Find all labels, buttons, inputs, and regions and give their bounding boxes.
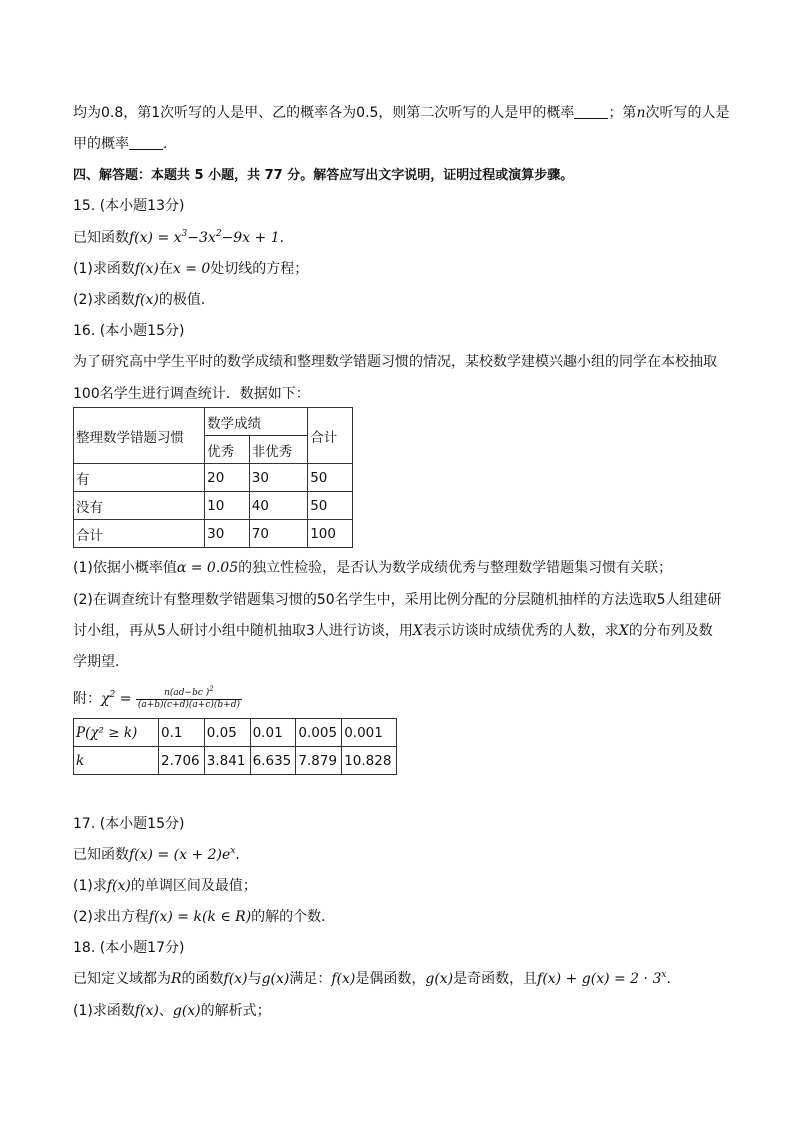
q18-p1-fx: f(x) bbox=[134, 1003, 159, 1019]
q15-stem bbox=[73, 228, 294, 248]
q15-p1-text: 处切线的方程； bbox=[210, 261, 309, 277]
q17-stem bbox=[73, 845, 249, 865]
q17-p1-text: (1)求 bbox=[73, 878, 107, 894]
table-cell: 40 bbox=[249, 492, 307, 520]
table-row bbox=[74, 464, 353, 492]
table-header-not-excellent: 非优秀 bbox=[249, 436, 307, 464]
q17-formula-part: f(x) = (x + 2)e bbox=[129, 847, 231, 863]
table-cell: 100 bbox=[308, 520, 353, 548]
table-header-habit: 整理数学错题习惯 bbox=[74, 408, 205, 464]
q15-part1 bbox=[73, 259, 308, 279]
q18-title-text: 18. (本小题17分) bbox=[73, 940, 185, 956]
q18-stem-text: 的函数 bbox=[181, 971, 224, 987]
table-cell: 0.1 bbox=[159, 719, 205, 747]
chi-square-fraction bbox=[136, 684, 242, 711]
q16-var-x: X bbox=[618, 623, 629, 639]
numerator-exponent: 2 bbox=[209, 684, 214, 693]
q16-p2-text: (2)在调查统计有整理数学错题集习惯的50名学生中，采用比例分配的分层随机抽样的方法选取5人组建研 bbox=[73, 592, 722, 608]
q16-p1-text: 的独立性检验，是否认为数学成绩优秀与整理数学错题集习惯有关联； bbox=[238, 560, 673, 576]
q15-stem-text: 已知函数 bbox=[73, 230, 129, 246]
q18-formula bbox=[537, 971, 666, 987]
q15-p2-text: 的极值． bbox=[158, 292, 215, 308]
table-cell: 0.001 bbox=[342, 719, 397, 747]
table-cell-label: 有 bbox=[74, 464, 205, 492]
table-cell: 10.828 bbox=[342, 747, 397, 775]
equals-sign: = bbox=[115, 691, 132, 707]
q18-stem-end: ． bbox=[666, 971, 681, 987]
table-cell: 50 bbox=[308, 492, 353, 520]
table-cell: 0.05 bbox=[204, 719, 250, 747]
q18-domain-r: R bbox=[171, 971, 182, 987]
q15-formula-part: = x bbox=[157, 230, 182, 246]
q18-stem bbox=[73, 969, 680, 989]
table-row bbox=[74, 747, 397, 775]
q15-formula-part: −3x bbox=[187, 230, 216, 246]
q17-exponent: x bbox=[230, 846, 236, 856]
table-cell: 20 bbox=[205, 464, 250, 492]
q15-exp-2: 2 bbox=[215, 229, 222, 239]
table-cell: 50 bbox=[308, 464, 353, 492]
q15-p2-fx: f(x) bbox=[134, 292, 159, 308]
q18-stem-text: 与 bbox=[247, 971, 262, 987]
fraction-numerator bbox=[136, 684, 242, 700]
critical-value-table bbox=[73, 718, 397, 775]
q17-part1 bbox=[73, 876, 257, 896]
q16-p2-text: 讨小组，再从5人研讨小组中随机抽取3人进行访谈，用 bbox=[73, 623, 413, 639]
q15-p1-text: 在 bbox=[158, 261, 173, 277]
chi-symbol: χ bbox=[101, 691, 110, 707]
q16-var-x: X bbox=[412, 623, 423, 639]
table-row bbox=[74, 492, 353, 520]
table-cell-label: 合计 bbox=[74, 520, 205, 548]
q16-part2-1 bbox=[73, 590, 722, 610]
q18-p1-text: (1)求函数 bbox=[73, 1003, 135, 1019]
q18-fx: f(x) bbox=[223, 971, 248, 987]
table-cell-label: 没有 bbox=[74, 492, 205, 520]
q15-p1-text: (1)求函数 bbox=[73, 261, 135, 277]
q17-title-text: 17. (本小题15分) bbox=[73, 816, 185, 832]
appendix-formula bbox=[73, 684, 242, 714]
table-cell: 0.01 bbox=[250, 719, 296, 747]
table-cell: 70 bbox=[249, 520, 307, 548]
table-row bbox=[74, 719, 397, 747]
q18-stem-text: 是奇函数，且 bbox=[453, 971, 538, 987]
q16-stem-1 bbox=[73, 352, 717, 372]
q17-p2-text: 的解的个数． bbox=[251, 909, 336, 925]
q18-fx: f(x) bbox=[331, 971, 356, 987]
q18-p1-gx: g(x) bbox=[172, 1003, 201, 1019]
table-header-score: 数学成绩 bbox=[205, 408, 308, 436]
q18-stem-text: 已知定义域都为 bbox=[73, 971, 171, 987]
q17-p2-formula: f(x) = k(k ∈ R) bbox=[148, 909, 252, 925]
table-cell: 30 bbox=[205, 520, 250, 548]
q18-part1 bbox=[73, 1001, 271, 1021]
table-cell-label: P(χ² ≥ k) bbox=[74, 719, 159, 747]
q15-stem-end: ． bbox=[279, 230, 294, 246]
q15-p1-x0: x = 0 bbox=[172, 261, 211, 277]
q16-part2-3 bbox=[73, 652, 129, 672]
q18-title bbox=[73, 938, 184, 958]
q16-title bbox=[73, 321, 184, 341]
intro-text: 次听写的人是 bbox=[645, 105, 730, 121]
q15-formula-part: −9x + 1 bbox=[221, 230, 280, 246]
q15-formula bbox=[157, 230, 279, 246]
q15-part2 bbox=[73, 290, 215, 310]
q15-p2-text: (2)求函数 bbox=[73, 292, 135, 308]
q17-p1-text: 的单调区间及最值； bbox=[130, 878, 257, 894]
q16-stem-2 bbox=[73, 384, 310, 404]
q16-stem-text: 为了研究高中学生平时的数学成绩和整理数学错题习惯的情况，某校数学建模兴趣小组的同学在本校抽取 bbox=[73, 354, 717, 370]
q18-stem-text: 满足： bbox=[289, 971, 332, 987]
answer-blank-2 bbox=[129, 135, 163, 150]
q15-exp-3: 3 bbox=[181, 229, 188, 239]
intro-text: ；第 bbox=[608, 105, 637, 121]
table-header-total: 合计 bbox=[308, 408, 353, 464]
table-cell: 2.706 bbox=[159, 747, 205, 775]
q16-part2-2 bbox=[73, 621, 713, 641]
q18-stem-text: 是偶函数， bbox=[355, 971, 426, 987]
q17-formula bbox=[129, 847, 235, 863]
q18-p1-text: 的解析式； bbox=[200, 1003, 271, 1019]
table-row bbox=[74, 520, 353, 548]
table-cell: 6.635 bbox=[250, 747, 296, 775]
intro-line-2 bbox=[73, 134, 177, 154]
q16-alpha: α = 0.05 bbox=[176, 560, 239, 576]
q15-title-text: 15. (本小题13分) bbox=[73, 198, 185, 214]
q18-p1-text: 、 bbox=[158, 1003, 173, 1019]
q15-title bbox=[73, 196, 184, 216]
q15-fx: f(x) bbox=[129, 230, 154, 246]
q17-p1-fx: f(x) bbox=[106, 878, 131, 894]
q18-formula-part: f(x) + g(x) = 2 · 3 bbox=[537, 971, 662, 987]
q18-gx: g(x) bbox=[425, 971, 454, 987]
intro-text: 均为0.8，第1次听写的人是甲、乙的概率各为0.5，则第二次听写的人是甲的概率 bbox=[73, 105, 575, 121]
chi-square bbox=[101, 691, 131, 707]
section-heading-text: 四、解答题：本题共 5 小题，共 77 分。解答应写出文字说明，证明过程或演算步骤。 bbox=[73, 168, 574, 183]
table-cell: 3.841 bbox=[204, 747, 250, 775]
q16-p2-text: 的分布列及数 bbox=[628, 623, 713, 639]
q16-p2-text: 学期望． bbox=[73, 654, 129, 670]
survey-table bbox=[73, 407, 353, 548]
fraction-numerator-text: n(ad−bc ) bbox=[164, 687, 210, 698]
table-header-excellent: 优秀 bbox=[205, 436, 250, 464]
q18-gx: g(x) bbox=[261, 971, 290, 987]
q17-stem-end: ． bbox=[235, 847, 250, 863]
q15-p1-fx: f(x) bbox=[134, 261, 159, 277]
table-cell: 10 bbox=[205, 492, 250, 520]
table-cell-label: k bbox=[74, 747, 159, 775]
chi-exponent: 2 bbox=[109, 690, 116, 700]
table-cell: 0.005 bbox=[296, 719, 342, 747]
appendix-label: 附： bbox=[73, 691, 101, 707]
table-cell: 7.879 bbox=[296, 747, 342, 775]
q17-p2-text: (2)求出方程 bbox=[73, 909, 149, 925]
table-cell: 30 bbox=[249, 464, 307, 492]
q16-p1-text: (1)依据小概率值 bbox=[73, 560, 177, 576]
section-heading bbox=[73, 166, 573, 186]
fraction-denominator: (a+b)(c+d)(a+c)(b+d) bbox=[137, 699, 240, 710]
variable-n: n bbox=[636, 105, 646, 121]
q16-part1 bbox=[73, 558, 672, 578]
q16-title-text: 16. (本小题15分) bbox=[73, 323, 185, 339]
intro-line-1 bbox=[73, 103, 729, 123]
q17-stem-text: 已知函数 bbox=[73, 847, 129, 863]
q16-stem-text: 100名学生进行调查统计．数据如下： bbox=[73, 386, 310, 402]
q17-part2 bbox=[73, 907, 335, 927]
intro-text: ． bbox=[163, 136, 177, 152]
q18-exponent: x bbox=[661, 970, 667, 980]
q16-p2-text: 表示访谈时成绩优秀的人数，求 bbox=[422, 623, 619, 639]
intro-text: 甲的概率 bbox=[73, 136, 129, 152]
q17-title bbox=[73, 814, 184, 834]
answer-blank-1 bbox=[574, 104, 608, 119]
